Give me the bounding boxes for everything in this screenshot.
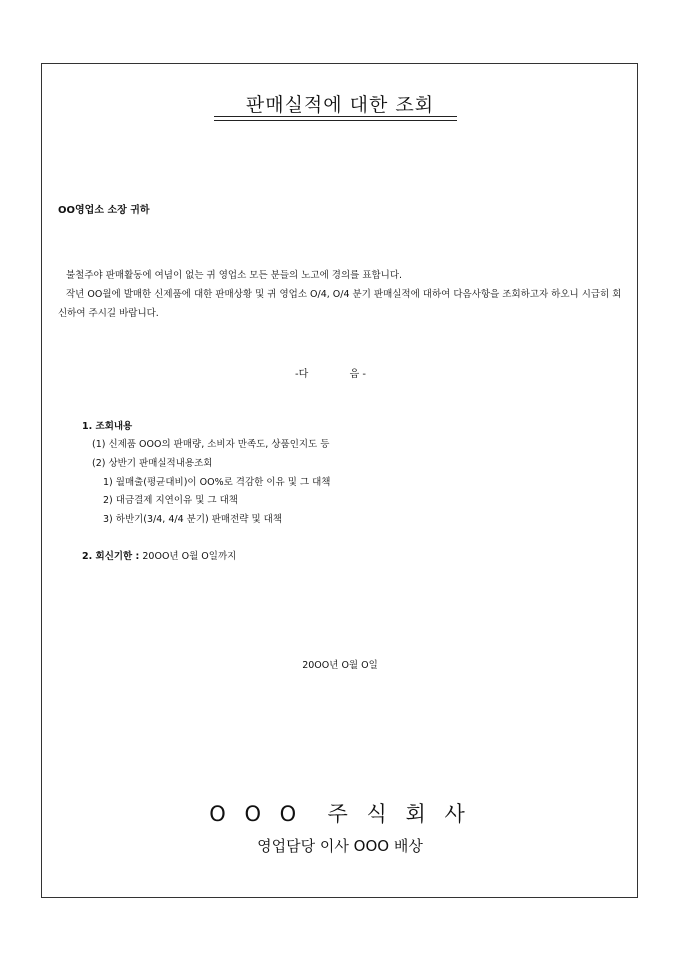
section2	[82, 548, 236, 562]
section1-heading: 1. 조회내용	[82, 421, 133, 432]
signer-line: 영업담당 이사 OOO 배상	[257, 837, 423, 855]
body-text	[58, 266, 630, 323]
paragraph-request: 작년 OO월에 발매한 신제품에 대한 판매상황 및 귀 영업소 O/4, O/4 분기 판매실적에 대하여 다음사항을 조회하고자 하오니 시급히 회신하여 주시길 바랍니다.	[58, 289, 622, 319]
document-title: 판매실적에 대한 조회	[245, 94, 435, 116]
paragraph-greeting: 불철주야 판매활동에 여념이 없는 귀 영업소 모든 분들의 노고에 경의를 표합니다.	[66, 270, 403, 281]
section1-item1: (1) 신제품 OOO의 판매량, 소비자 만족도, 상품인지도 등	[92, 439, 330, 450]
section1-item2: (2) 상반기 판매실적내용조회	[92, 458, 213, 469]
section1-subitem3: 3) 하반기(3/4, 4/4 분기) 판매전략 및 대책	[103, 514, 283, 525]
section1-subitem2: 2) 대금결제 지연이유 및 그 대책	[103, 495, 238, 506]
section2-heading: 2. 회신기한 :	[82, 551, 140, 562]
section1-subitem1: 1) 월매출(평균대비)이 OO%로 격감한 이유 및 그 대책	[103, 477, 331, 488]
document-date: 20OO년 O월 O일	[302, 660, 378, 671]
company-name: O O O 주 식 회 사	[209, 802, 471, 826]
separator-heading: -다 음 -	[295, 369, 367, 380]
addressee: OO영업소 소장 귀하	[58, 205, 150, 216]
title-underline-top	[214, 116, 457, 117]
section2-value: 20OO년 O월 O일까지	[142, 551, 237, 562]
title-underline-bottom	[214, 120, 457, 121]
